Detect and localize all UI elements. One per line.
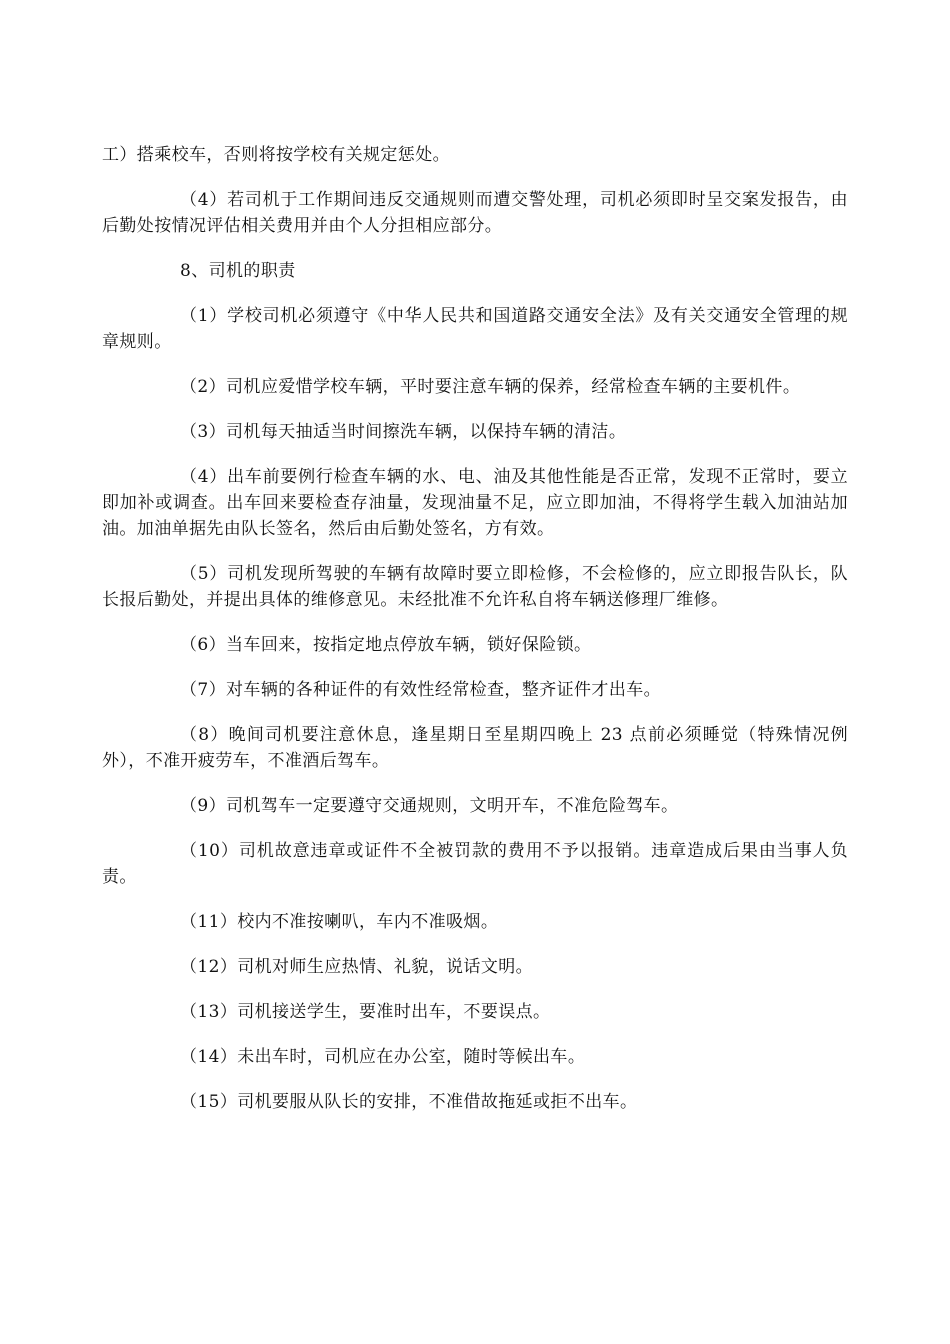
paragraph-duty-2: （2）司机应爱惜学校车辆，平时要注意车辆的保养，经常检查车辆的主要机件。 <box>180 377 801 397</box>
section-heading-driver-duties: 8、司机的职责 <box>180 261 296 281</box>
paragraph-duty-11: （11）校内不准按喇叭，车内不准吸烟。 <box>180 912 499 932</box>
paragraph-duty-15: （15）司机要服从队长的安排，不准借故拖延或拒不出车。 <box>180 1092 638 1112</box>
paragraph-rule-4: （4）若司机于工作期间违反交通规则而遭交警处理，司机必须即时呈交案发报告，由后勤处按情况评估相关费用并由个人分担相应部分。 <box>102 190 848 236</box>
paragraph-duty-5: （5）司机发现所驾驶的车辆有故障时要立即检修，不会检修的，应立即报告队长，队长报后勤处，并提出具体的维修意见。未经批准不允许私自将车辆送修理厂维修。 <box>102 564 848 610</box>
document-body <box>102 142 848 1134</box>
paragraph-duty-3: （3）司机每天抽适当时间擦洗车辆，以保持车辆的清洁。 <box>180 422 627 442</box>
paragraph-duty-9: （9）司机驾车一定要遵守交通规则，文明开车，不准危险驾车。 <box>180 796 679 816</box>
paragraph-duty-10: （10）司机故意违章或证件不全被罚款的费用不予以报销。违章造成后果由当事人负责。 <box>102 841 848 887</box>
paragraph-duty-14: （14）未出车时，司机应在办公室，随时等候出车。 <box>180 1047 586 1067</box>
paragraph-duty-1: （1）学校司机必须遵守《中华人民共和国道路交通安全法》及有关交通安全管理的规章规则。 <box>102 306 848 352</box>
paragraph-duty-8: （8）晚间司机要注意休息，逢星期日至星期四晚上 23 点前必须睡觉（特殊情况例外），不准开疲劳车，不准酒后驾车。 <box>102 725 848 771</box>
paragraph-continuation: 工）搭乘校车，否则将按学校有关规定惩处。 <box>102 145 450 165</box>
paragraph-duty-6: （6）当车回来，按指定地点停放车辆，锁好保险锁。 <box>180 635 592 655</box>
paragraph-duty-7: （7）对车辆的各种证件的有效性经常检查，整齐证件才出车。 <box>180 680 662 700</box>
paragraph-duty-13: （13）司机接送学生，要准时出车，不要误点。 <box>180 1002 551 1022</box>
paragraph-duty-12: （12）司机对师生应热情、礼貌，说话文明。 <box>180 957 534 977</box>
paragraph-duty-4: （4）出车前要例行检查车辆的水、电、油及其他性能是否正常，发现不正常时，要立即加补或调查。出车回来要检查存油量，发现油量不足，应立即加油，不得将学生载入加油站加油。加油单据先由队长签名，然后由后勤处签名，方有效。 <box>102 467 848 539</box>
